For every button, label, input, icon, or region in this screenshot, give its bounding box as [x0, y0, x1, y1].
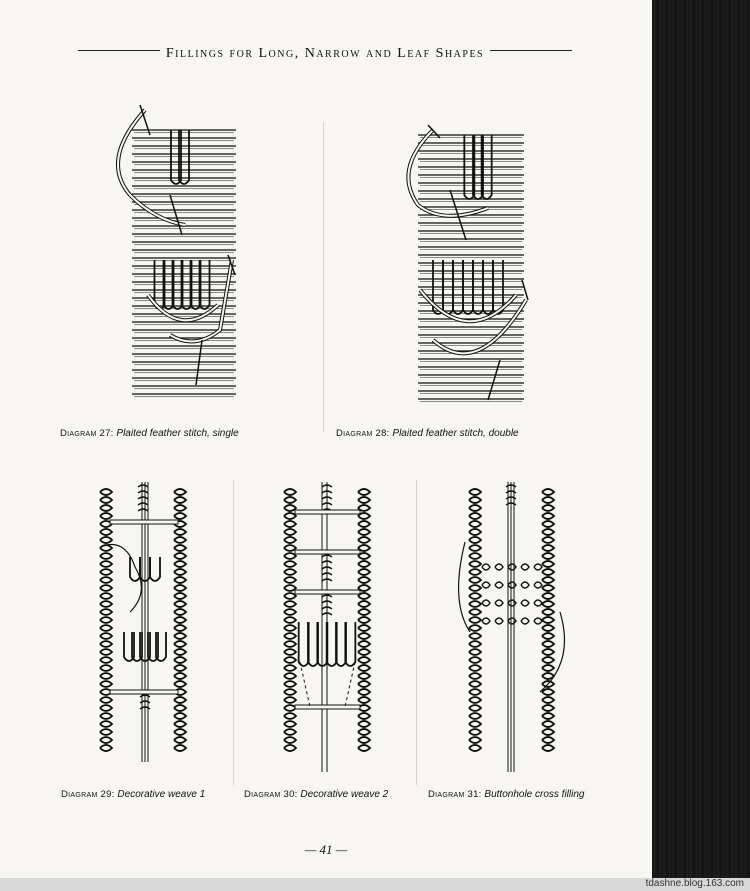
chain-border-link: [358, 561, 370, 567]
buttonhole-loop: [534, 600, 542, 606]
chain-border-link: [284, 617, 296, 623]
chain-border-link: [542, 633, 554, 639]
chain-border-link: [100, 745, 112, 751]
horizontal-bar: [295, 550, 360, 554]
chain-border-link: [100, 721, 112, 727]
chain-border-link: [100, 673, 112, 679]
chain-border-link: [174, 649, 186, 655]
diagram-27-illustration: [100, 100, 300, 400]
chain-border-link: [100, 537, 112, 543]
page-number: — 41 —: [304, 842, 348, 857]
chain-border-link: [284, 657, 296, 663]
buttonhole-loop: [521, 618, 529, 624]
chain-border-link: [174, 577, 186, 583]
chain-border-link: [469, 489, 481, 495]
chain-border-link: [174, 697, 186, 703]
chain-border-link: [174, 641, 186, 647]
diagram-30-illustration: [270, 482, 400, 762]
chain-border-link: [469, 625, 481, 631]
chain-border-link: [100, 497, 112, 503]
chain-border-link: [284, 569, 296, 575]
chain-border-link: [174, 601, 186, 607]
chain-border-link: [542, 585, 554, 591]
chain-border-link: [469, 729, 481, 735]
chain-border-link: [469, 593, 481, 599]
chain-border-link: [284, 601, 296, 607]
chain-border-link: [358, 633, 370, 639]
chain-border-link: [284, 737, 296, 743]
chain-border-link: [542, 625, 554, 631]
chain-border-link: [284, 697, 296, 703]
buttonhole-loop: [534, 564, 542, 570]
chain-border-link: [174, 633, 186, 639]
chain-border-link: [542, 721, 554, 727]
chain-border-link: [100, 505, 112, 511]
chain-border-link: [174, 497, 186, 503]
chain-border-link: [284, 521, 296, 527]
chain-border-link: [284, 713, 296, 719]
chain-border-link: [100, 489, 112, 495]
buttonhole-loop: [495, 618, 503, 624]
chain-border-link: [542, 657, 554, 663]
chain-border-link: [542, 601, 554, 607]
chain-border-link: [174, 489, 186, 495]
header-title: Fillings for Long, Narrow and Leaf Shapes: [160, 46, 490, 61]
buttonhole-loop: [521, 600, 529, 606]
chain-border-link: [542, 513, 554, 519]
watermark-text: tdashne.blog.163.com: [645, 878, 744, 889]
chain-border-link: [100, 569, 112, 575]
chain-border-link: [284, 673, 296, 679]
chain-border-link: [100, 601, 112, 607]
chain-border-link: [358, 529, 370, 535]
chain-border-link: [542, 489, 554, 495]
buttonhole-loop: [508, 582, 516, 588]
chain-border-link: [358, 641, 370, 647]
chain-border-link: [542, 593, 554, 599]
chain-border-link: [100, 705, 112, 711]
diagram-29-illustration: [90, 482, 220, 762]
chain-border-link: [542, 737, 554, 743]
feather-stitch-loop: [150, 557, 160, 581]
chain-border-link: [284, 609, 296, 615]
chain-border-link: [284, 721, 296, 727]
chain-border-link: [358, 649, 370, 655]
chain-border-link: [469, 577, 481, 583]
chain-border-link: [469, 721, 481, 727]
chain-border-link: [469, 673, 481, 679]
chain-border-link: [100, 577, 112, 583]
chain-border-link: [174, 745, 186, 751]
horizontal-bar: [295, 590, 360, 594]
chain-border-link: [100, 641, 112, 647]
chain-border-link: [469, 585, 481, 591]
diagram-27-caption: Diagram 27: Plaited feather stitch, single: [60, 428, 239, 439]
chain-border-link: [174, 665, 186, 671]
chain-border-link: [358, 689, 370, 695]
chain-border-link: [469, 689, 481, 695]
chain-border-link: [284, 705, 296, 711]
chain-border-link: [174, 593, 186, 599]
chain-border-link: [542, 537, 554, 543]
chain-border-link: [469, 609, 481, 615]
chain-border-link: [358, 569, 370, 575]
scan-edge: [652, 0, 750, 878]
chain-border-link: [358, 697, 370, 703]
chain-border-link: [284, 593, 296, 599]
chain-border-link: [358, 713, 370, 719]
chain-border-link: [100, 713, 112, 719]
chain-border-link: [174, 505, 186, 511]
chain-border-link: [358, 537, 370, 543]
chain-border-link: [542, 705, 554, 711]
chain-border-link: [469, 649, 481, 655]
chain-border-link: [284, 665, 296, 671]
feather-stitch-loop: [130, 557, 140, 581]
chain-border-link: [174, 681, 186, 687]
chain-border-link: [284, 729, 296, 735]
coil-stitch: [138, 509, 148, 511]
chain-border-link: [100, 553, 112, 559]
chain-border-link: [358, 601, 370, 607]
horizontal-bar: [295, 705, 360, 709]
chain-border-link: [542, 497, 554, 503]
chain-border-link: [174, 705, 186, 711]
chain-border-link: [174, 737, 186, 743]
chain-border-link: [174, 569, 186, 575]
chain-border-link: [542, 609, 554, 615]
diagram-31-illustration: [450, 482, 580, 762]
chain-border-link: [469, 681, 481, 687]
chain-border-link: [469, 737, 481, 743]
chain-border-link: [469, 713, 481, 719]
buttonhole-loop: [482, 582, 490, 588]
chain-border-link: [284, 545, 296, 551]
chain-border-link: [174, 657, 186, 663]
chain-border-link: [469, 665, 481, 671]
chain-border-link: [174, 721, 186, 727]
diagram-28-caption: Diagram 28: Plaited feather stitch, double: [336, 428, 519, 439]
chain-border-link: [100, 593, 112, 599]
horizontal-bar: [110, 690, 178, 694]
chain-border-link: [174, 617, 186, 623]
chain-border-link: [284, 489, 296, 495]
chain-border-link: [358, 673, 370, 679]
chain-border-link: [469, 705, 481, 711]
chain-border-link: [100, 529, 112, 535]
chain-border-link: [542, 569, 554, 575]
chain-border-link: [174, 673, 186, 679]
chain-border-link: [100, 665, 112, 671]
buttonhole-loop: [508, 564, 516, 570]
chain-border-link: [174, 561, 186, 567]
chain-border-link: [284, 633, 296, 639]
buttonhole-loop: [482, 600, 490, 606]
diagram-30-caption: Diagram 30: Decorative weave 2: [244, 789, 389, 800]
chain-border-link: [358, 497, 370, 503]
chain-border-link: [358, 625, 370, 631]
horizontal-bar: [295, 510, 360, 514]
buttonhole-loop: [495, 600, 503, 606]
needle-line: [170, 195, 182, 235]
chain-border-link: [100, 649, 112, 655]
page-header: [78, 46, 572, 72]
chain-border-link: [469, 545, 481, 551]
horizontal-bar: [110, 520, 178, 524]
chain-border-link: [469, 505, 481, 511]
chain-border-link: [358, 737, 370, 743]
chain-border-link: [358, 577, 370, 583]
buttonhole-loop: [521, 564, 529, 570]
chain-border-link: [469, 521, 481, 527]
chain-border-link: [284, 689, 296, 695]
diagram-29-caption: Diagram 29: Decorative weave 1: [61, 789, 206, 800]
buttonhole-loop: [534, 582, 542, 588]
chain-border-link: [100, 737, 112, 743]
chain-border-link: [284, 553, 296, 559]
chain-border-link: [469, 745, 481, 751]
chain-border-link: [542, 505, 554, 511]
buttonhole-loop: [534, 618, 542, 624]
chain-border-link: [542, 697, 554, 703]
chain-border-link: [358, 489, 370, 495]
chain-border-link: [358, 721, 370, 727]
thread-path: [118, 110, 185, 225]
chain-border-link: [100, 625, 112, 631]
buttonhole-loop: [482, 618, 490, 624]
chain-border-link: [100, 585, 112, 591]
chain-border-link: [100, 729, 112, 735]
chain-border-link: [284, 561, 296, 567]
chain-border-link: [174, 729, 186, 735]
buttonhole-loop: [508, 618, 516, 624]
chain-border-link: [542, 529, 554, 535]
chain-border-link: [358, 617, 370, 623]
chain-border-link: [174, 625, 186, 631]
chain-border-link: [469, 537, 481, 543]
chain-border-link: [174, 553, 186, 559]
chain-border-link: [284, 497, 296, 503]
chain-border-link: [174, 529, 186, 535]
buttonhole-loop: [495, 564, 503, 570]
chain-border-link: [542, 745, 554, 751]
chain-border-link: [284, 681, 296, 687]
chain-border-link: [469, 601, 481, 607]
chain-border-link: [469, 617, 481, 623]
coil-stitch: [138, 503, 148, 505]
chain-border-link: [469, 529, 481, 535]
chain-border-link: [284, 505, 296, 511]
chain-border-link: [358, 665, 370, 671]
chain-border-link: [174, 513, 186, 519]
chain-border-link: [469, 553, 481, 559]
needle-line: [488, 360, 500, 400]
chain-border-link: [469, 641, 481, 647]
chain-border-link: [284, 641, 296, 647]
chain-border-link: [284, 577, 296, 583]
buttonhole-loop: [521, 582, 529, 588]
chain-border-link: [542, 689, 554, 695]
coil-stitch: [138, 491, 148, 493]
chain-border-link: [469, 697, 481, 703]
chain-border-link: [469, 513, 481, 519]
chain-border-link: [469, 657, 481, 663]
diagram-31-caption: Diagram 31: Buttonhole cross filling: [428, 789, 585, 800]
chain-border-link: [469, 561, 481, 567]
chain-border-link: [284, 529, 296, 535]
divider-line: [233, 480, 234, 785]
chain-border-link: [100, 561, 112, 567]
chain-border-link: [284, 537, 296, 543]
chain-border-link: [100, 697, 112, 703]
chain-border-link: [358, 609, 370, 615]
diagram-28-illustration: [388, 100, 588, 400]
chain-border-link: [174, 545, 186, 551]
chain-border-link: [284, 625, 296, 631]
chain-border-link: [469, 497, 481, 503]
chain-border-link: [100, 657, 112, 663]
needle-line: [522, 280, 528, 300]
coil-stitch: [138, 485, 148, 487]
thread-path: [118, 110, 185, 225]
chain-border-link: [358, 681, 370, 687]
chain-border-link: [100, 609, 112, 615]
chain-border-link: [100, 513, 112, 519]
chain-border-link: [100, 681, 112, 687]
divider-line: [416, 480, 417, 785]
chain-border-link: [174, 713, 186, 719]
chain-border-link: [284, 649, 296, 655]
chain-border-link: [542, 521, 554, 527]
chain-border-link: [174, 609, 186, 615]
chain-border-link: [174, 537, 186, 543]
chain-border-link: [358, 745, 370, 751]
chain-border-link: [174, 585, 186, 591]
chain-border-link: [358, 657, 370, 663]
chain-border-link: [542, 649, 554, 655]
divider-line: [323, 122, 324, 432]
chain-border-link: [542, 545, 554, 551]
chain-border-link: [542, 713, 554, 719]
chain-border-link: [100, 617, 112, 623]
buttonhole-loop: [508, 600, 516, 606]
chain-border-link: [542, 665, 554, 671]
buttonhole-loop: [482, 564, 490, 570]
chain-border-link: [469, 569, 481, 575]
chain-border-link: [542, 729, 554, 735]
chain-border-link: [358, 521, 370, 527]
chain-border-link: [358, 729, 370, 735]
chain-border-link: [469, 633, 481, 639]
chain-border-link: [542, 617, 554, 623]
chain-border-link: [542, 641, 554, 647]
chain-border-link: [542, 561, 554, 567]
watermark-strip: [0, 878, 750, 891]
chain-border-link: [284, 745, 296, 751]
chain-border-link: [542, 553, 554, 559]
coil-stitch: [138, 497, 148, 499]
chain-border-link: [100, 633, 112, 639]
chain-border-link: [284, 585, 296, 591]
chain-border-link: [542, 577, 554, 583]
buttonhole-loop: [495, 582, 503, 588]
chain-border-link: [284, 513, 296, 519]
